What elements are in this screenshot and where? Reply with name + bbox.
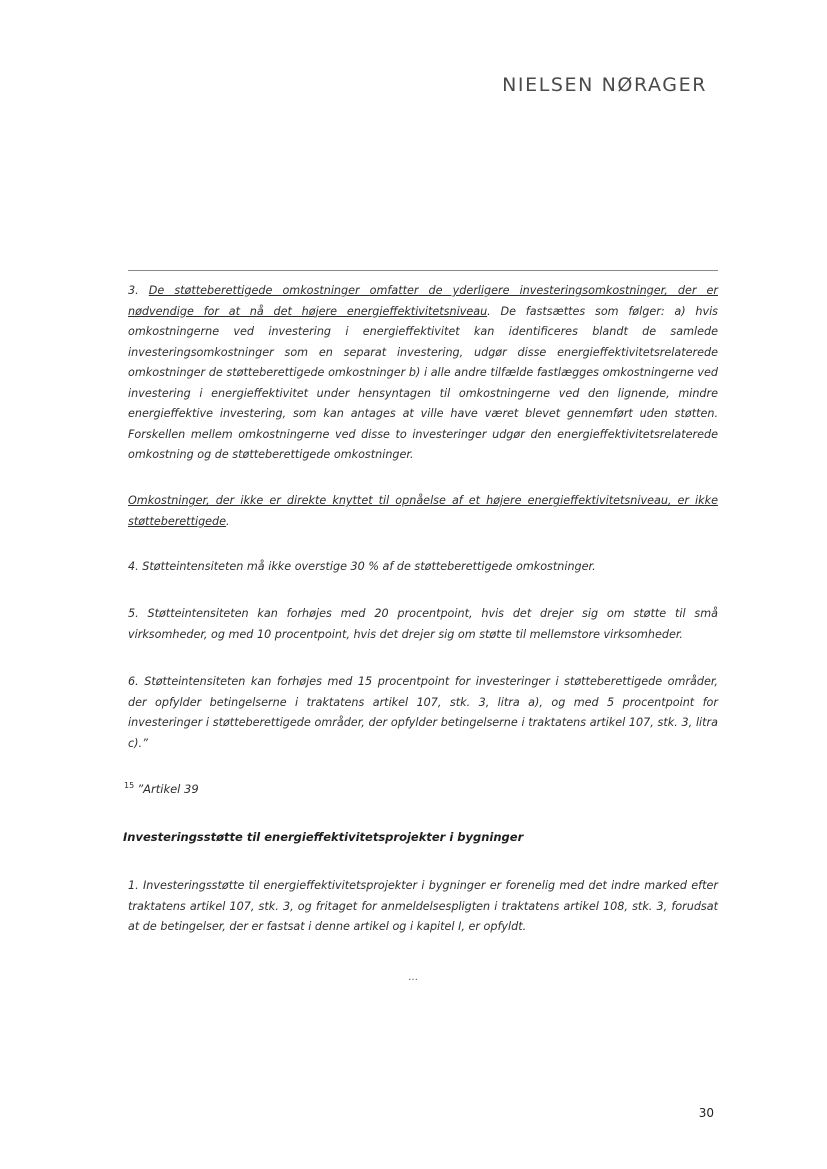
paragraph-6: 6. Støtteintensiteten kan forhøjes med 15 procentpoint for investeringer i støtteberettigede områder, der opfylder betingelserne i traktatens artikel 107, stk. 3, litra a), og med 5 procentpoint for investeringer i støtteberettigede områder, der opfylder betingelserne i traktatens artikel 107, stk. 3, litra c).” — [128, 675, 718, 750]
page-number: 30 — [698, 1106, 714, 1120]
paragraph-3-text: . De fastsættes som følger: a) hvis omkostningerne ved investering i energieffektivitet kan identificeres blandt de samlede investeringsomkostninger som en separat investering, udgør disse energieffektivitetsrelaterede omkostninger de støtteberettigede omkostninger b) i alle andre tilfælde fastlægges omkostningerne ved investering i energieffektivitet under hensyntagen til omkostningerne ved den lignende, mindre energieffektive investering, som kan antages at ville have været blevet gennemført uden støtten. Forskellen mellem omkostningerne ved disse to investeringer udgør den energieffektivitetsrelaterede omkostning og de støtteberettigede omkostninger. — [128, 304, 719, 461]
paragraph-3 — [128, 281, 718, 466]
paragraph-omkostninger-underlined: Omkostninger, der ikke er direkte knyttet til opnåelse af et højere energieffektivitetsniveau, er ikke støtteberettigede — [128, 494, 718, 528]
paragraph-3-underlined: De støtteberettigede omkostninger omfatter de yderligere investeringsomkostninger, der er nødvendige for at nå det højere energieffektivitetsniveau — [128, 284, 718, 318]
paragraph-omkostninger-text: . — [226, 514, 230, 528]
footnote-text: ”Artikel 39 — [137, 782, 199, 796]
article-heading: Investeringsstøtte til energieffektivitetsprojekter i bygninger — [123, 830, 524, 844]
paragraph-3-number: 3. — [128, 284, 139, 297]
paragraph-omkostninger — [128, 491, 718, 532]
footnote-number: 15 — [124, 781, 135, 790]
firm-letterhead: NIELSEN NØRAGER — [502, 74, 707, 96]
paragraph-5: 5. Støtteintensiteten kan forhøjes med 20 procentpoint, hvis det drejer sig om støtte til små virksomheder, og med 10 procentpoint, hvis det drejer sig om støtte til mellemstore virksomheder. — [128, 607, 718, 641]
ellipsis: … — [408, 972, 418, 983]
article-paragraph-1: 1. Investeringsstøtte til energieffektivitetsprojekter i bygninger er forenelig med det indre marked efter traktatens artikel 107, stk. 3, og fritaget for anmeldelsespligten i traktatens artikel 108, stk. 3, forudsat at de betingelser, der er fastsat i denne artikel og i kapitel I, er opfyldt. — [128, 879, 718, 933]
paragraph-4: 4. Støtteintensiteten må ikke overstige 30 % af de støtteberettigede omkostninger. — [128, 560, 596, 573]
footnote — [124, 781, 199, 796]
divider-line — [128, 270, 718, 271]
